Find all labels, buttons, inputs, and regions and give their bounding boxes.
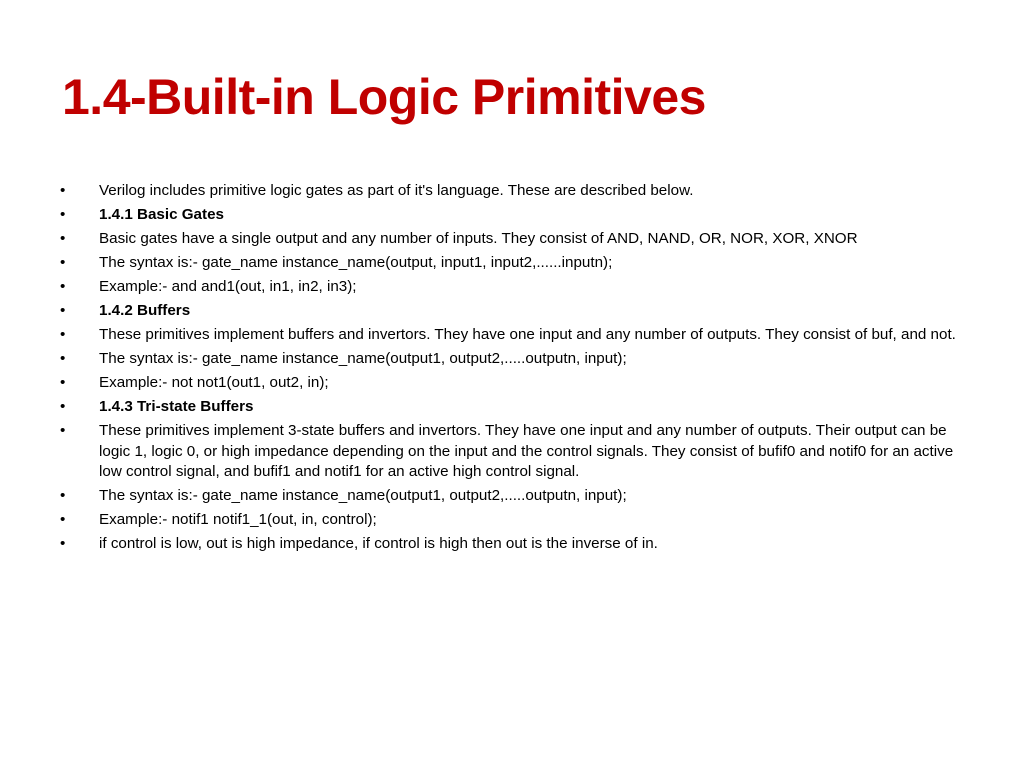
bullet-item bbox=[60, 181, 970, 202]
bullet-text: These primitives implement 3-state buffers and invertors. They have one input and any number of outputs. Their output can be logic 1, logic 0, or high impedance depending on the input and the control signals. They consist of bufif0 and notif0 for an active low control signal, and bufif1 and notif1 for an active high control signal. bbox=[99, 422, 954, 480]
bullet-icon: • bbox=[60, 254, 66, 271]
bullet-item bbox=[60, 534, 970, 555]
bullet-item bbox=[60, 421, 970, 483]
bullet-icon: • bbox=[60, 398, 66, 415]
bullet-item bbox=[60, 349, 970, 370]
bullet-icon: • bbox=[60, 182, 66, 199]
bullet-icon: • bbox=[60, 487, 66, 504]
bullet-item bbox=[60, 325, 970, 346]
bullet-icon: • bbox=[60, 350, 66, 367]
bullet-icon: • bbox=[60, 422, 66, 439]
bullet-item bbox=[60, 253, 970, 274]
bullet-icon: • bbox=[60, 535, 66, 552]
bullet-text: Example:- notif1 notif1_1(out, in, control); bbox=[99, 511, 377, 528]
section-heading: 1.4.3 Tri-state Buffers bbox=[99, 398, 254, 415]
bullet-icon: • bbox=[60, 511, 66, 528]
slide-title: 1.4-Built-in Logic Primitives bbox=[62, 69, 706, 125]
bullet-icon: • bbox=[60, 302, 66, 319]
bullet-text: Basic gates have a single output and any number of inputs. They consist of AND, NAND, OR, NOR, XOR, XNOR bbox=[99, 230, 858, 247]
bullet-text: The syntax is:- gate_name instance_name(output1, output2,.....outputn, input); bbox=[99, 350, 627, 367]
bullet-icon: • bbox=[60, 206, 66, 223]
bullet-item bbox=[60, 510, 970, 531]
bullet-text: Example:- and and1(out, in1, in2, in3); bbox=[99, 278, 357, 295]
bullet-text: if control is low, out is high impedance, if control is high then out is the inverse of in. bbox=[99, 535, 658, 552]
bullet-item bbox=[60, 486, 970, 507]
bullet-text: These primitives implement buffers and invertors. They have one input and any number of outputs. They consist of buf, and not. bbox=[99, 326, 956, 343]
bullet-text: The syntax is:- gate_name instance_name(output1, output2,.....outputn, input); bbox=[99, 487, 627, 504]
bullet-list bbox=[60, 181, 970, 558]
bullet-icon: • bbox=[60, 230, 66, 247]
bullet-text: Verilog includes primitive logic gates as part of it's language. These are described below. bbox=[99, 182, 694, 199]
bullet-item bbox=[60, 229, 970, 250]
bullet-item-heading bbox=[60, 205, 970, 226]
bullet-item bbox=[60, 277, 970, 298]
bullet-item-heading bbox=[60, 301, 970, 322]
bullet-icon: • bbox=[60, 326, 66, 343]
bullet-item-heading bbox=[60, 397, 970, 418]
section-heading: 1.4.1 Basic Gates bbox=[99, 206, 224, 223]
bullet-item bbox=[60, 373, 970, 394]
section-heading: 1.4.2 Buffers bbox=[99, 302, 191, 319]
bullet-text: Example:- not not1(out1, out2, in); bbox=[99, 374, 329, 391]
bullet-icon: • bbox=[60, 374, 66, 391]
bullet-text: The syntax is:- gate_name instance_name(output, input1, input2,......inputn); bbox=[99, 254, 613, 271]
bullet-icon: • bbox=[60, 278, 66, 295]
